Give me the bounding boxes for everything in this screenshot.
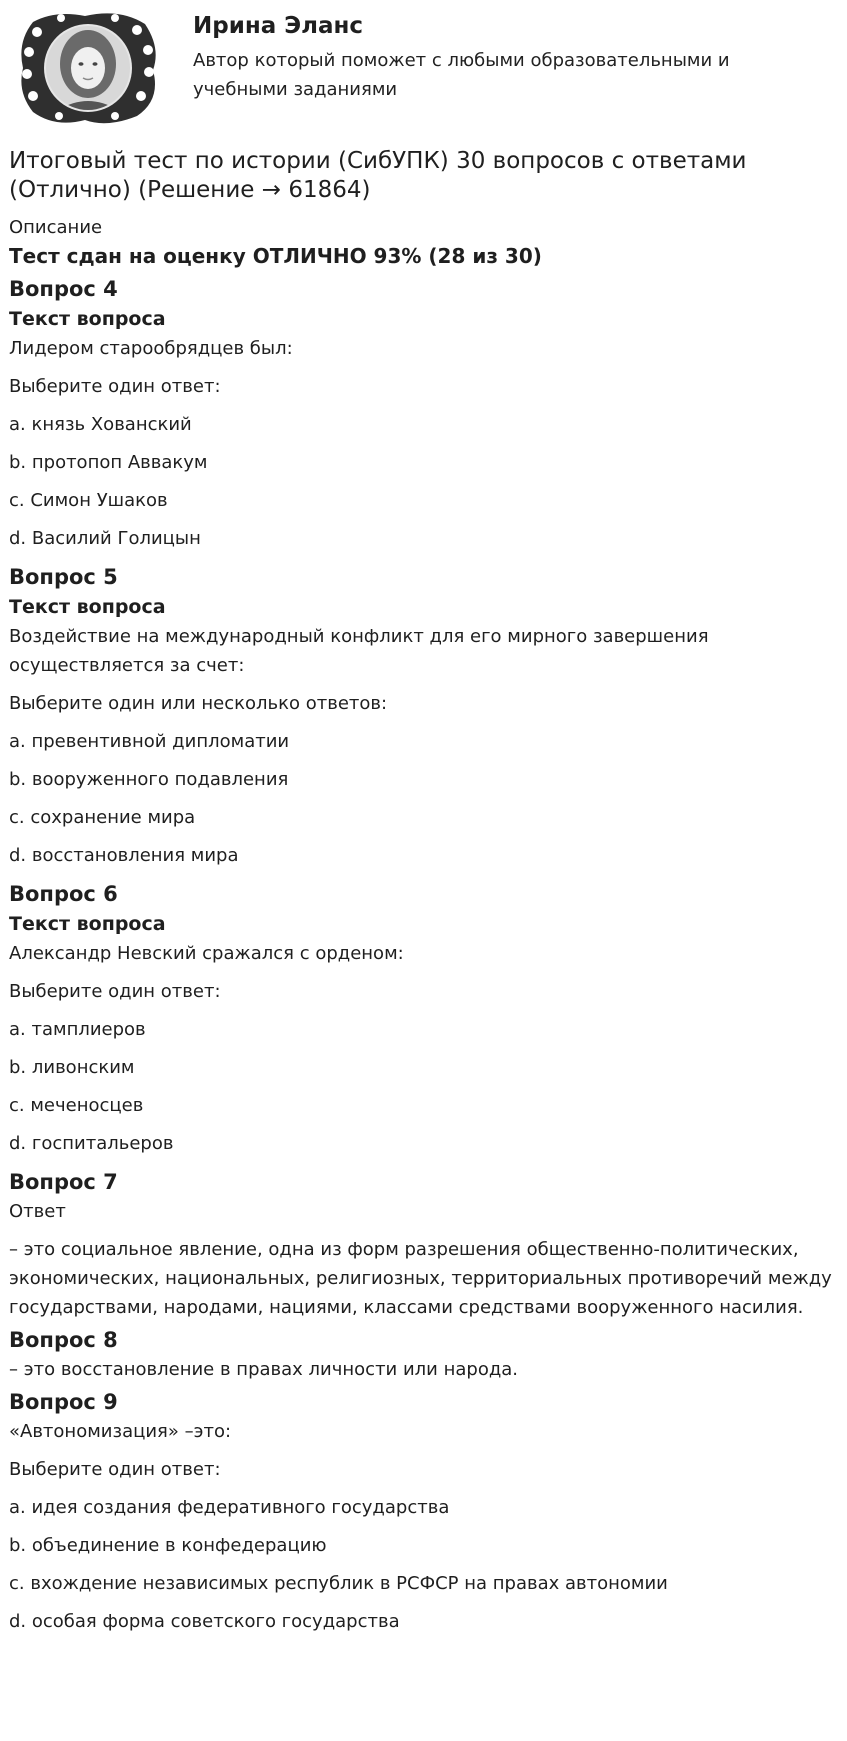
author-card bbox=[9, 0, 838, 130]
answer-option: d. восстановления мира bbox=[9, 845, 239, 866]
answer-option: c. вхождение независимых республик в РСФСР на правах автономии bbox=[9, 1573, 668, 1594]
answer-option: b. объединение в конфедерацию bbox=[9, 1535, 327, 1556]
author-info bbox=[193, 10, 818, 104]
question-heading: Вопрос 8 bbox=[9, 1328, 118, 1352]
question-text: Лидером старообрядцев был: bbox=[9, 338, 293, 359]
question-5 bbox=[9, 562, 838, 870]
question-6 bbox=[9, 879, 838, 1158]
question-4 bbox=[9, 274, 838, 553]
answer-option: a. тамплиеров bbox=[9, 1019, 146, 1040]
answer-option: b. вооруженного подавления bbox=[9, 769, 289, 790]
question-7 bbox=[9, 1167, 838, 1322]
answer-label: Ответ bbox=[9, 1201, 66, 1222]
answer-instruction: Выберите один ответ: bbox=[9, 376, 221, 397]
answer-instruction: Выберите один ответ: bbox=[9, 981, 221, 1002]
description-label: Описание bbox=[9, 217, 103, 238]
answer-option: b. протопоп Аввакум bbox=[9, 452, 208, 473]
author-name[interactable]: Ирина Эланс bbox=[193, 13, 364, 39]
question-text: Воздействие на международный конфликт для его мирного завершения осуществляется за счет: bbox=[9, 626, 709, 676]
answer-option: c. меченосцев bbox=[9, 1095, 144, 1116]
question-text: – это социальное явление, одна из форм разрешения общественно-политических, экономических, национальных, религиозных, территориальных противоречий между государствами, народами, нациями, классами средствами вооруженного насилия. bbox=[9, 1239, 832, 1318]
question-heading: Вопрос 5 bbox=[9, 565, 118, 589]
answer-option: a. князь Хованский bbox=[9, 414, 192, 435]
question-text: «Автономизация» –это: bbox=[9, 1421, 232, 1442]
answer-instruction: Выберите один ответ: bbox=[9, 1459, 221, 1480]
answer-option: c. сохранение мира bbox=[9, 807, 196, 828]
question-heading: Вопрос 9 bbox=[9, 1390, 118, 1414]
answer-option: d. особая форма советского государства bbox=[9, 1611, 400, 1632]
question-heading: Вопрос 4 bbox=[9, 277, 118, 301]
question-subheading: Текст вопроса bbox=[9, 913, 166, 935]
answer-option: b. ливонским bbox=[9, 1057, 135, 1078]
author-description: Автор который поможет с любыми образовательными и учебными заданиями bbox=[193, 50, 730, 100]
answer-option: a. превентивной дипломатии bbox=[9, 731, 290, 752]
answer-option: d. Василий Голицын bbox=[9, 528, 201, 549]
question-subheading: Текст вопроса bbox=[9, 596, 166, 618]
question-9 bbox=[9, 1387, 838, 1636]
answer-option: a. идея создания федеративного государства bbox=[9, 1497, 450, 1518]
question-text: – это восстановление в правах личности или народа. bbox=[9, 1359, 519, 1380]
question-text: Александр Невский сражался с орденом: bbox=[9, 943, 404, 964]
page-title: Итоговый тест по истории (СибУПК) 30 вопросов с ответами (Отлично) (Решение → 61864) bbox=[9, 148, 747, 203]
question-subheading: Текст вопроса bbox=[9, 308, 166, 330]
answer-option: d. госпитальеров bbox=[9, 1133, 174, 1154]
grade-result: Тест сдан на оценку ОТЛИЧНО 93% (28 из 30) bbox=[9, 244, 542, 268]
question-heading: Вопрос 6 bbox=[9, 882, 118, 906]
question-8 bbox=[9, 1325, 838, 1384]
author-avatar[interactable] bbox=[15, 8, 161, 126]
answer-option: c. Симон Ушаков bbox=[9, 490, 168, 511]
question-heading: Вопрос 7 bbox=[9, 1170, 118, 1194]
answer-instruction: Выберите один или несколько ответов: bbox=[9, 693, 388, 714]
